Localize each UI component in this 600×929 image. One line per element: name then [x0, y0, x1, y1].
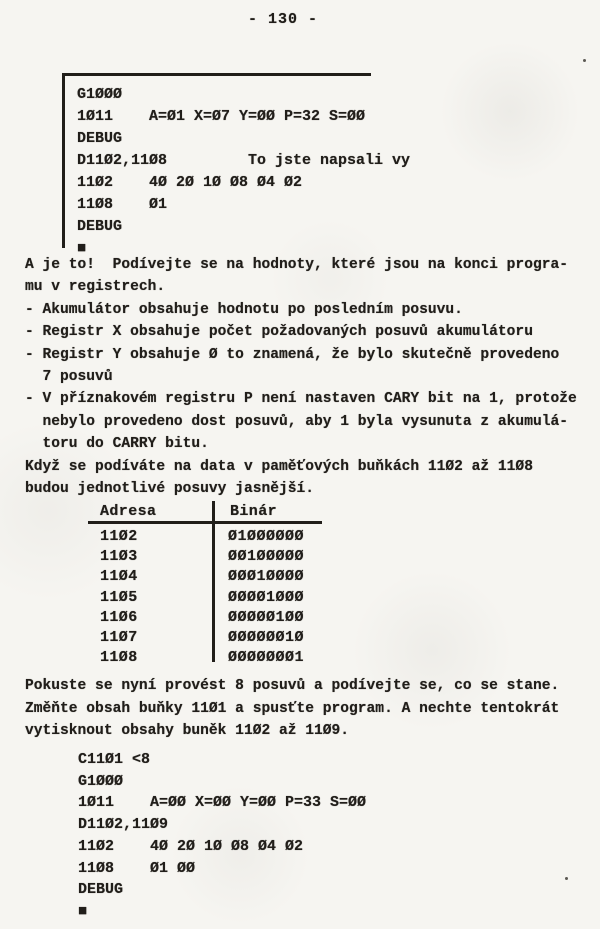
table-row: [100, 648, 304, 668]
address-cell: 11Ø8: [100, 649, 138, 667]
binary-cell: ØØØØØØ1Ø: [228, 629, 305, 647]
binary-cell: ØØØ1ØØØØ: [228, 568, 305, 586]
address-cell: 11Ø4: [100, 568, 138, 586]
table-row: [100, 588, 304, 608]
cursor-block: ■: [78, 902, 88, 920]
terminal-line: 11Ø2 4Ø 2Ø 1Ø Ø8 Ø4 Ø2: [77, 174, 303, 191]
table-row: [100, 567, 304, 587]
binary-cell: ØØØØØØØ1: [228, 649, 305, 667]
address-cell: 11Ø7: [100, 629, 138, 647]
terminal-line: DEBUG: [77, 218, 123, 235]
paragraph-line: Pokuste se nyní provést 8 posuvů a podívejte se, co se stane.: [25, 678, 560, 694]
body-paragraph-instructions: [25, 675, 559, 743]
paragraph-line: toru do CARRY bitu.: [25, 436, 209, 453]
address-cell: 11Ø2: [100, 528, 138, 545]
paragraph-line: vytisknout obsahy buněk 11Ø2 až 11Ø9.: [25, 723, 350, 740]
terminal-line: 1Ø11 A=ØØ X=ØØ Y=ØØ P=33 S=ØØ: [78, 794, 367, 812]
table-header-binary: Binár: [230, 503, 278, 520]
terminal-line: D11Ø2,11Ø9: [78, 816, 169, 834]
paragraph-line: - Registr X obsahuje počet požadovaných posuvů akumulátoru: [25, 324, 533, 341]
paragraph-line: mu v registrech.: [25, 279, 166, 296]
terminal-line: 11Ø8 Ø1 ØØ: [78, 859, 196, 877]
address-cell: 11Ø3: [100, 548, 138, 566]
binary-cell: ØØ1ØØØØØ: [228, 548, 305, 566]
paragraph-line: budou jednotlivé posuvy jasnější.: [25, 481, 315, 498]
table-row: [100, 608, 304, 628]
paragraph-line: 7 posuvů: [25, 369, 113, 386]
scan-artifact-dot: [583, 59, 586, 62]
terminal-output-1: [77, 84, 410, 260]
paragraph-line: - Registr Y obsahuje Ø to znamená, že bylo skutečně provedeno: [25, 346, 560, 363]
table-row: [100, 628, 304, 648]
table-row: [100, 527, 304, 547]
binary-cell: Ø1ØØØØØØ: [228, 528, 305, 545]
address-cell: 11Ø6: [100, 608, 138, 626]
paragraph-line: - Akumulátor obsahuje hodnotu po posledním posuvu.: [25, 301, 463, 318]
table-row: [100, 547, 304, 567]
terminal-line: 11Ø2 4Ø 2Ø 1Ø Ø8 Ø4 Ø2: [78, 837, 304, 855]
terminal-line: G1ØØØ: [78, 772, 124, 790]
paragraph-line: A je to! Podívejte se na hodnoty, které jsou na konci progra-: [25, 257, 568, 273]
cursor-block: ■: [77, 240, 87, 257]
paragraph-line: nebylo provedeno dost posuvů, aby 1 byla vysunuta z akumulá-: [25, 413, 568, 430]
address-cell: 11Ø5: [100, 588, 138, 606]
memory-table: [100, 527, 304, 668]
paragraph-line: Změňte obsah buňky 11Ø1 a spusťte program. A nechte tentokrát: [25, 700, 560, 717]
terminal-line: C11Ø1 <8: [78, 751, 151, 768]
body-paragraph-registers: [25, 254, 577, 500]
scan-artifact-dot: [565, 877, 568, 880]
paragraph-line: - V příznakovém registru P není nastaven CARY bit na 1, protože: [25, 391, 577, 408]
terminal-line: DEBUG: [78, 881, 124, 899]
terminal-line: DEBUG: [77, 130, 123, 147]
binary-cell: ØØØØ1ØØØ: [228, 588, 305, 606]
terminal-output-2: [78, 749, 366, 923]
table-header-address: Adresa: [100, 503, 157, 520]
page-number: - 130 -: [247, 11, 318, 28]
terminal-line: G1ØØØ: [77, 86, 123, 103]
table-header-rule: [88, 521, 322, 524]
terminal-line: D11Ø2,11Ø8 To jste napsali vy: [77, 152, 411, 169]
terminal-line: 1Ø11 A=Ø1 X=Ø7 Y=ØØ P=32 S=ØØ: [77, 108, 366, 125]
memory-table-header: [100, 503, 277, 520]
terminal-line: 11Ø8 Ø1: [77, 196, 168, 213]
paragraph-line: Když se podíváte na data v paměťových buňkách 11Ø2 až 11Ø8: [25, 458, 533, 475]
binary-cell: ØØØØØ1ØØ: [228, 608, 305, 626]
